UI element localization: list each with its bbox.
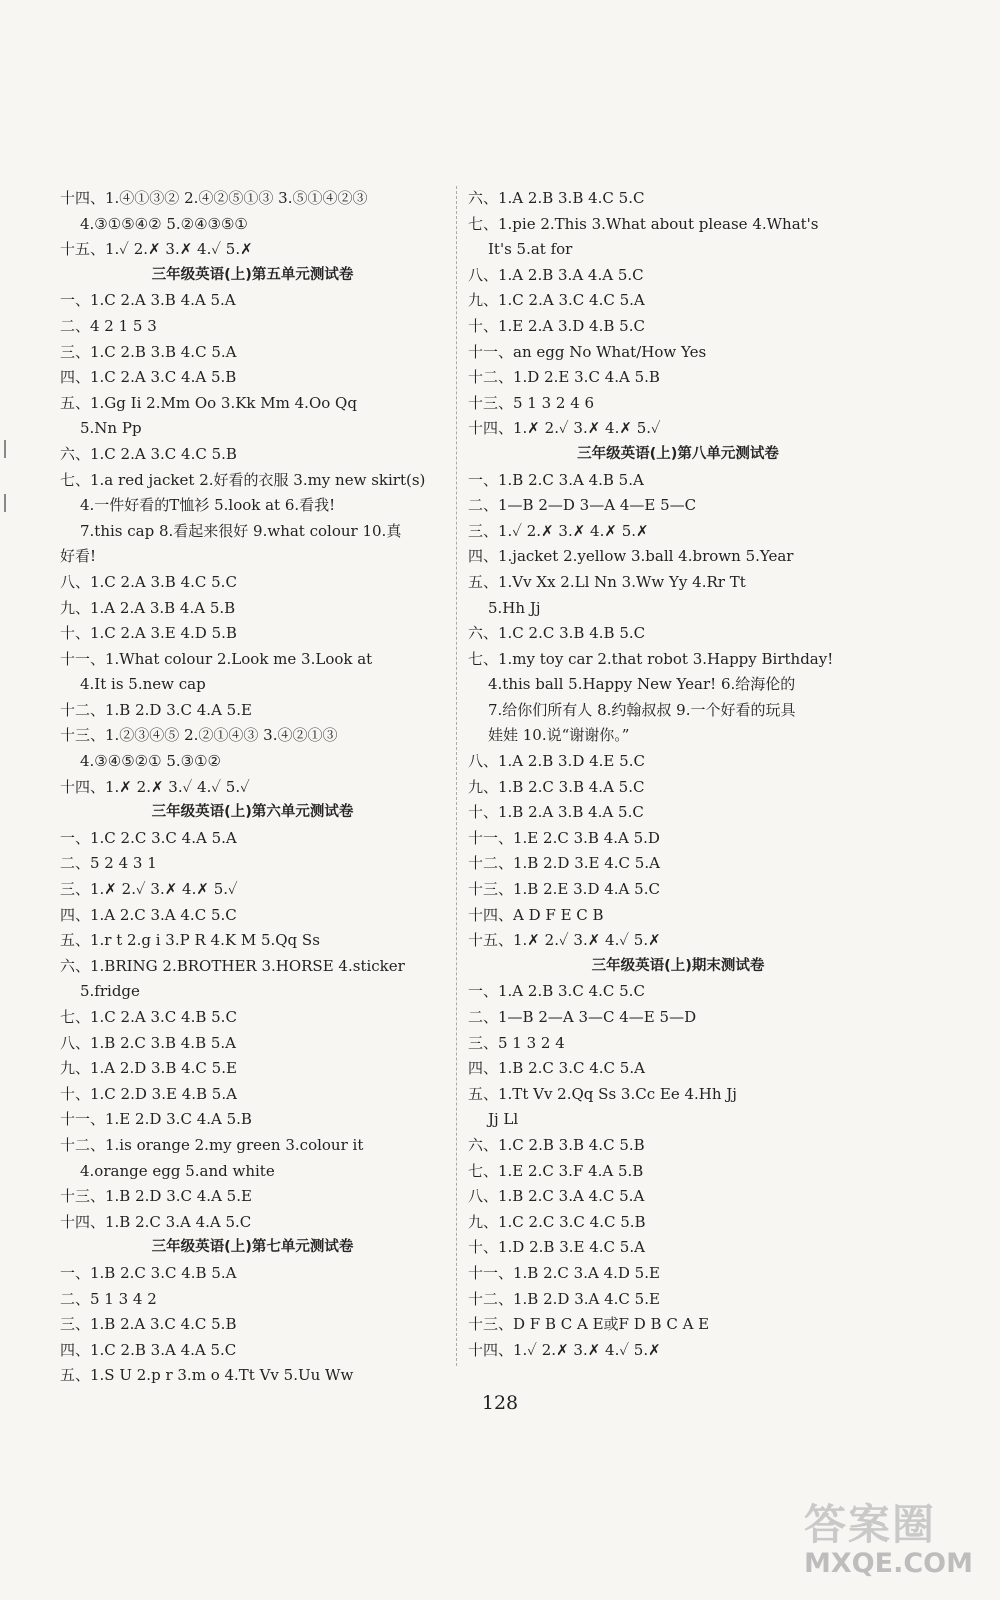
answer-line: 七、1.a red jacket 2.好看的衣服 3.my new skirt(s) — [60, 470, 426, 489]
answer-line: 四、1.B 2.C 3.C 4.C 5.A — [468, 1059, 645, 1078]
binding-mark — [4, 440, 12, 458]
answer-line: 十四、A D F E C B — [468, 905, 604, 924]
answer-line: 好看! — [60, 547, 97, 566]
answer-line: 七、1.pie 2.This 3.What about please 4.What's — [468, 214, 819, 233]
answer-line: 一、1.B 2.C 3.C 4.B 5.A — [60, 1263, 237, 1282]
answer-line: 六、1.BRING 2.BROTHER 3.HORSE 4.sticker — [60, 956, 405, 975]
answer-line: 4.orange egg 5.and white — [80, 1161, 275, 1180]
watermark-top: 答案圈 — [804, 1500, 937, 1549]
answer-line: 五、1.Tt Vv 2.Qq Ss 3.Cc Ee 4.Hh Jj — [468, 1084, 737, 1103]
answer-line: 十五、1.✗ 2.✓ 3.✗ 4.✓ 5.✗ — [468, 931, 661, 950]
answer-line: 六、1.C 2.A 3.C 4.C 5.B — [60, 444, 237, 463]
answer-line: Jj Ll — [488, 1110, 519, 1129]
answer-line: 7.this cap 8.看起来很好 9.what colour 10.真 — [80, 521, 402, 540]
answer-line: 一、1.B 2.C 3.A 4.B 5.A — [468, 470, 644, 489]
answer-line: 四、1.C 2.B 3.A 4.A 5.C — [60, 1340, 237, 1359]
answer-line: 娃娃 10.说“谢谢你。” — [488, 726, 630, 745]
answer-line: 十、1.C 2.A 3.E 4.D 5.B — [60, 624, 237, 643]
answer-line: 八、1.B 2.C 3.B 4.B 5.A — [60, 1033, 237, 1052]
answer-line: 八、1.C 2.A 3.B 4.C 5.C — [60, 572, 237, 591]
answer-line: 九、1.A 2.D 3.B 4.C 5.E — [60, 1059, 237, 1078]
answer-line: 六、1.C 2.C 3.B 4.B 5.C — [468, 624, 646, 643]
answer-line: 六、1.C 2.B 3.B 4.C 5.B — [468, 1135, 645, 1154]
answer-line: 三、1.C 2.B 3.B 4.C 5.A — [60, 342, 237, 361]
answer-line: 十五、1.✓ 2.✗ 3.✗ 4.✓ 5.✗ — [60, 240, 253, 259]
answer-line: 五、1.S U 2.p r 3.m o 4.Tt Vv 5.Uu Ww — [60, 1366, 354, 1385]
answer-line: 十三、D F B C A E或F D B C A E — [468, 1315, 710, 1334]
left-column — [60, 186, 445, 1389]
answer-line: 四、1.C 2.A 3.C 4.A 5.B — [60, 368, 237, 387]
answer-line: 十、1.E 2.A 3.D 4.B 5.C — [468, 316, 645, 335]
answer-line: 二、4 2 1 5 3 — [60, 316, 157, 335]
column-divider — [456, 186, 457, 1366]
answer-line: 十四、1.④①③② 2.④②⑤①③ 3.⑤①④②③ — [60, 189, 368, 207]
answer-line: 三、1.B 2.A 3.C 4.C 5.B — [60, 1315, 237, 1334]
answer-line: 九、1.C 2.A 3.C 4.C 5.A — [468, 291, 645, 310]
answer-line: 十二、1.D 2.E 3.C 4.A 5.B — [468, 368, 660, 387]
section-heading: 三年级英语(上)第五单元测试卷 — [151, 266, 354, 283]
answer-line: 二、5 2 4 3 1 — [60, 854, 157, 873]
answer-line: 十四、1.✗ 2.✗ 3.✓ 4.✓ 5.✓ — [60, 777, 250, 796]
answer-line: 4.this ball 5.Happy New Year! 6.给海伦的 — [488, 675, 796, 694]
answer-line: 六、1.A 2.B 3.B 4.C 5.C — [468, 189, 645, 207]
watermark-logo — [804, 1502, 974, 1590]
answer-line: 十一、1.E 2.C 3.B 4.A 5.D — [468, 828, 660, 847]
answer-line: 二、1—B 2—D 3—A 4—E 5—C — [468, 496, 697, 515]
page-number: 128 — [481, 1392, 519, 1414]
answer-line: 十一、1.B 2.C 3.A 4.D 5.E — [468, 1263, 660, 1282]
section-heading: 三年级英语(上)第六单元测试卷 — [151, 804, 354, 821]
answer-line: 四、1.jacket 2.yellow 3.ball 4.brown 5.Year — [468, 547, 794, 566]
watermark-bottom: MXQE.COM — [804, 1548, 973, 1579]
answer-line: 十二、1.B 2.D 3.A 4.C 5.E — [468, 1289, 660, 1308]
answer-line: 十、1.B 2.A 3.B 4.A 5.C — [468, 803, 644, 822]
answer-line: 五、1.Vv Xx 2.Ll Nn 3.Ww Yy 4.Rr Tt — [468, 572, 746, 591]
answer-line: 十一、an egg No What/How Yes — [468, 342, 707, 361]
answer-line: 二、1—B 2—A 3—C 4—E 5—D — [468, 1008, 697, 1026]
answer-line: 三、5 1 3 2 4 — [468, 1033, 565, 1052]
answer-line: 十四、1.✓ 2.✗ 3.✗ 4.✓ 5.✗ — [468, 1340, 661, 1359]
answer-line: 八、1.B 2.C 3.A 4.C 5.A — [468, 1187, 645, 1206]
right-column — [468, 186, 888, 1363]
answer-line: 二、5 1 3 4 2 — [60, 1289, 157, 1308]
answer-line: 八、1.A 2.B 3.A 4.A 5.C — [468, 265, 644, 284]
answer-line: 十二、1.B 2.D 3.C 4.A 5.E — [60, 700, 252, 719]
binding-mark — [4, 494, 12, 512]
answer-line: 4.③④⑤②① 5.③①② — [80, 752, 221, 771]
answer-line: 九、1.A 2.A 3.B 4.A 5.B — [60, 598, 236, 617]
answer-line: 三、1.✓ 2.✗ 3.✗ 4.✗ 5.✗ — [468, 521, 649, 540]
answer-line: 5.fridge — [80, 982, 140, 1001]
answer-line: 十三、1.②③④⑤ 2.②①④③ 3.④②①③ — [60, 726, 338, 745]
answer-line: 一、1.A 2.B 3.C 4.C 5.C — [468, 982, 645, 1001]
answer-line: 十三、5 1 3 2 4 6 — [468, 393, 595, 412]
answer-line: 十一、1.What colour 2.Look me 3.Look at — [60, 649, 373, 668]
answer-line: 十、1.C 2.D 3.E 4.B 5.A — [60, 1084, 237, 1103]
answer-line: 八、1.A 2.B 3.D 4.E 5.C — [468, 752, 645, 771]
answer-line: 4.③①⑤④② 5.②④③⑤① — [80, 214, 248, 233]
answer-line: 十四、1.B 2.C 3.A 4.A 5.C — [60, 1212, 252, 1231]
answer-line: 一、1.C 2.A 3.B 4.A 5.A — [60, 291, 236, 310]
answer-line: 三、1.✗ 2.✓ 3.✗ 4.✗ 5.✓ — [60, 880, 238, 899]
answer-line: It's 5.at for — [488, 240, 573, 259]
answer-line: 五、1.r t 2.g i 3.P R 4.K M 5.Qq Ss — [60, 931, 320, 950]
answer-line: 九、1.C 2.C 3.C 4.C 5.B — [468, 1212, 646, 1231]
answer-line: 七、1.E 2.C 3.F 4.A 5.B — [468, 1161, 644, 1180]
section-heading: 三年级英语(上)期末测试卷 — [591, 957, 765, 974]
answer-line: 五、1.Gg Ii 2.Mm Oo 3.Kk Mm 4.Oo Qq — [60, 393, 357, 412]
answer-line: 7.给你们所有人 8.约翰叔叔 9.一个好看的玩具 — [488, 700, 796, 719]
answer-line: 十四、1.✗ 2.✓ 3.✗ 4.✗ 5.✓ — [468, 419, 661, 438]
section-heading: 三年级英语(上)第八单元测试卷 — [577, 445, 779, 462]
answer-line: 十三、1.B 2.E 3.D 4.A 5.C — [468, 880, 660, 899]
section-heading: 三年级英语(上)第七单元测试卷 — [151, 1239, 354, 1256]
answer-line: 十三、1.B 2.D 3.C 4.A 5.E — [60, 1187, 252, 1206]
answer-line: 一、1.C 2.C 3.C 4.A 5.A — [60, 828, 237, 847]
answer-line: 4.一件好看的T恤衫 5.look at 6.看我! — [80, 496, 336, 515]
answer-line: 七、1.C 2.A 3.C 4.B 5.C — [60, 1008, 237, 1026]
answer-line: 七、1.my toy car 2.that robot 3.Happy Birthday! — [468, 649, 834, 668]
answer-line: 5.Nn Pp — [80, 419, 142, 438]
answer-line: 九、1.B 2.C 3.B 4.A 5.C — [468, 777, 645, 796]
answer-line: 十、1.D 2.B 3.E 4.C 5.A — [468, 1238, 645, 1257]
answer-line: 5.Hh Jj — [488, 598, 541, 617]
answer-line: 4.It is 5.new cap — [80, 675, 206, 694]
answer-line: 四、1.A 2.C 3.A 4.C 5.C — [60, 905, 237, 924]
answer-line: 十二、1.is orange 2.my green 3.colour it — [60, 1135, 364, 1154]
answer-line: 十二、1.B 2.D 3.E 4.C 5.A — [468, 854, 660, 873]
answer-line: 十一、1.E 2.D 3.C 4.A 5.B — [60, 1110, 252, 1129]
